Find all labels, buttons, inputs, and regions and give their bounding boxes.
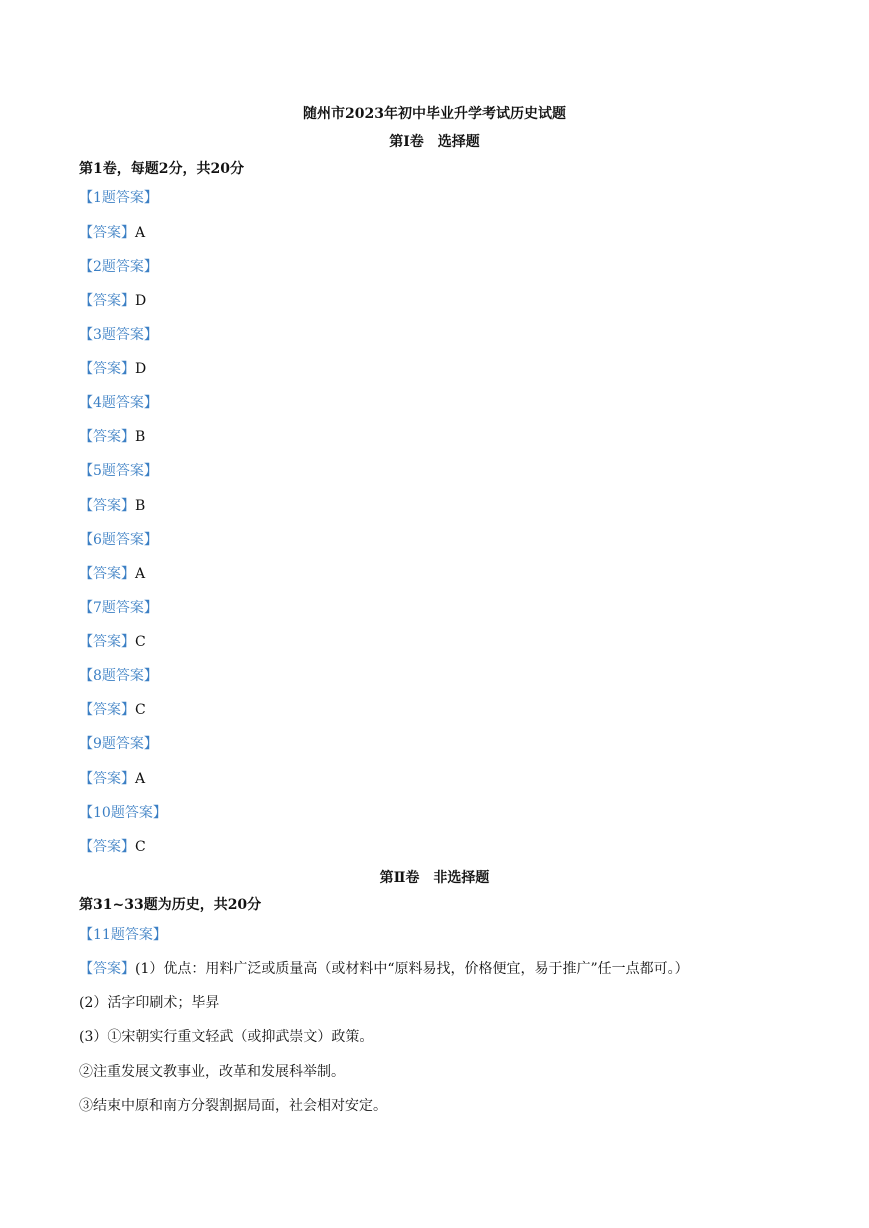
part2-note: 第31~33题为历史，共20分 <box>79 897 262 913</box>
answer-line: 【答案】C <box>79 702 146 718</box>
answer-line: 【答案】B <box>79 429 146 445</box>
question-label: 【9题答案】 <box>79 736 158 752</box>
question-label: 【1题答案】 <box>79 190 158 206</box>
question-label: 【11题答案】 <box>79 927 167 943</box>
answer-line: 【答案】A <box>79 771 146 787</box>
answer-subline: ③结束中原和南方分裂割据局面，社会相对安定。 <box>79 1098 387 1114</box>
question-label: 【10题答案】 <box>79 805 167 821</box>
question-label: 【5题答案】 <box>79 463 158 479</box>
part1-title: 第Ⅰ卷 选择题 <box>389 134 480 150</box>
answer-line: 【答案】A <box>79 225 146 241</box>
part1-note: 第1卷，每题2分，共20分 <box>79 161 244 177</box>
question-label: 【4题答案】 <box>79 395 158 411</box>
answer-line: 【答案】B <box>79 498 146 514</box>
answer-line: 【答案】D <box>79 293 147 309</box>
answer-line: 【答案】C <box>79 839 146 855</box>
document-title: 随州市2023年初中毕业升学考试历史试题 <box>303 106 566 122</box>
answer-line: 【答案】A <box>79 566 146 582</box>
question-label: 【2题答案】 <box>79 259 158 275</box>
question-label: 【6题答案】 <box>79 532 158 548</box>
part2-title: 第Ⅱ卷 非选择题 <box>379 870 490 886</box>
question-label: 【8题答案】 <box>79 668 158 684</box>
answer-subline: (3）①宋朝实行重文轻武（或抑武崇文）政策。 <box>79 1029 374 1045</box>
answer-subline: ②注重发展文教事业，改革和发展科举制。 <box>79 1064 345 1080</box>
answer-subline: (2）活字印刷术；毕昇 <box>79 995 220 1011</box>
answer-line: 【答案】(1）优点：用料广泛或质量高（或材料中“原料易找，价格便宜，易于推广”任一点都可。） <box>79 961 689 977</box>
question-label: 【3题答案】 <box>79 327 158 343</box>
answer-line: 【答案】D <box>79 361 147 377</box>
question-label: 【7题答案】 <box>79 600 158 616</box>
answer-line: 【答案】C <box>79 634 146 650</box>
